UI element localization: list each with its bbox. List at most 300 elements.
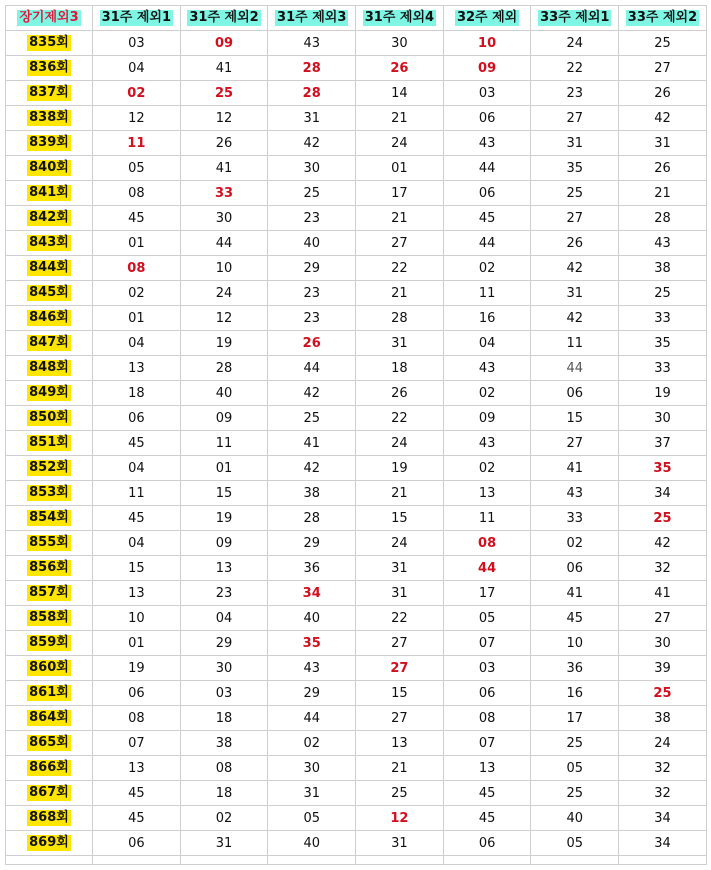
number-value: 18 (128, 385, 145, 401)
number-cell (619, 106, 707, 131)
number-cell (93, 506, 181, 531)
number-cell (268, 156, 356, 181)
number-cell (180, 131, 268, 156)
table-row (6, 481, 707, 506)
number-value: 02 (478, 385, 496, 401)
number-cell (268, 81, 356, 106)
number-value: 40 (303, 835, 320, 851)
number-value: 25 (653, 685, 672, 701)
number-cell (443, 481, 531, 506)
round-cell (6, 506, 93, 531)
number-value: 44 (215, 235, 233, 251)
number-value: 21 (391, 110, 408, 126)
number-cell (356, 181, 444, 206)
empty-cell (93, 856, 181, 865)
number-cell (619, 831, 707, 856)
number-cell (268, 556, 356, 581)
number-cell (443, 31, 531, 56)
number-cell (268, 31, 356, 56)
number-value: 06 (566, 385, 584, 401)
number-value: 18 (215, 710, 233, 726)
number-value: 17 (478, 585, 496, 601)
number-value: 04 (215, 610, 233, 626)
number-value: 26 (391, 385, 408, 401)
number-value: 03 (478, 660, 496, 676)
number-value: 22 (391, 610, 408, 626)
round-label: 867회 (29, 785, 69, 800)
number-cell (619, 56, 707, 81)
column-header-label: 33주 제외2 (627, 10, 698, 25)
number-value: 01 (128, 635, 145, 651)
number-value: 23 (303, 210, 320, 226)
number-cell (93, 656, 181, 681)
number-cell (531, 281, 619, 306)
number-value: 09 (478, 410, 496, 426)
number-value: 45 (478, 785, 496, 801)
number-cell (268, 356, 356, 381)
number-cell (443, 731, 531, 756)
number-cell (443, 206, 531, 231)
number-value: 44 (566, 360, 584, 376)
round-label: 865회 (29, 735, 69, 750)
table-row (6, 81, 707, 106)
number-value: 04 (478, 335, 496, 351)
number-value: 15 (391, 685, 408, 701)
number-cell (180, 656, 268, 681)
number-cell (356, 756, 444, 781)
number-cell (443, 381, 531, 406)
number-cell (180, 756, 268, 781)
number-value: 33 (566, 510, 584, 526)
round-label: 869회 (29, 835, 69, 850)
number-value: 30 (215, 660, 233, 676)
number-value: 11 (478, 510, 496, 526)
round-cell (6, 806, 93, 831)
number-cell (93, 781, 181, 806)
number-cell (93, 81, 181, 106)
table-body (6, 31, 707, 865)
number-value: 04 (128, 60, 145, 76)
number-cell (180, 381, 268, 406)
round-cell (6, 581, 93, 606)
number-value: 10 (478, 35, 497, 51)
round-label: 844회 (29, 260, 69, 275)
column-header (180, 6, 268, 31)
round-label: 855회 (29, 535, 69, 550)
number-cell (619, 181, 707, 206)
round-cell (6, 831, 93, 856)
number-value: 26 (215, 135, 233, 151)
number-cell (180, 731, 268, 756)
number-value: 42 (566, 310, 584, 326)
number-cell (180, 156, 268, 181)
number-cell (531, 181, 619, 206)
number-cell (356, 31, 444, 56)
number-value: 09 (215, 535, 233, 551)
number-cell (443, 606, 531, 631)
number-value: 27 (390, 660, 409, 676)
round-label: 848회 (29, 360, 69, 375)
round-cell (6, 356, 93, 381)
round-label: 841회 (29, 185, 69, 200)
table-row (6, 506, 707, 531)
number-cell (356, 81, 444, 106)
number-value: 33 (654, 310, 671, 326)
round-label: 866회 (29, 760, 69, 775)
number-value: 34 (654, 810, 671, 826)
number-value: 44 (303, 710, 320, 726)
number-value: 01 (128, 310, 145, 326)
number-value: 31 (391, 560, 408, 576)
number-cell (619, 531, 707, 556)
number-cell (531, 631, 619, 656)
table-row (6, 206, 707, 231)
number-cell (619, 206, 707, 231)
number-value: 08 (127, 260, 146, 276)
number-cell (443, 556, 531, 581)
column-header-label: 33주 제외1 (540, 10, 610, 25)
number-value: 08 (215, 760, 233, 776)
round-cell (6, 31, 93, 56)
round-cell (6, 681, 93, 706)
number-cell (93, 756, 181, 781)
number-value: 05 (128, 160, 145, 176)
number-cell (619, 556, 707, 581)
number-cell (443, 456, 531, 481)
number-cell (180, 231, 268, 256)
number-value: 07 (478, 635, 496, 651)
number-cell (443, 181, 531, 206)
number-value: 29 (303, 260, 320, 276)
number-value: 37 (654, 435, 671, 451)
number-value: 09 (478, 60, 497, 76)
number-value: 06 (478, 685, 496, 701)
number-value: 25 (303, 410, 320, 426)
number-value: 31 (391, 585, 408, 601)
number-value: 36 (566, 660, 584, 676)
number-cell (356, 581, 444, 606)
number-cell (93, 431, 181, 456)
number-cell (180, 356, 268, 381)
round-label: 861회 (29, 685, 69, 700)
number-value: 27 (391, 235, 408, 251)
number-value: 08 (478, 710, 496, 726)
number-value: 24 (391, 535, 408, 551)
number-cell (180, 206, 268, 231)
number-value: 06 (128, 410, 145, 426)
number-value: 25 (391, 785, 408, 801)
number-value: 15 (215, 485, 233, 501)
number-value: 05 (303, 810, 320, 826)
number-cell (268, 681, 356, 706)
number-cell (268, 806, 356, 831)
number-value: 21 (391, 285, 408, 301)
number-cell (268, 606, 356, 631)
table-row (6, 306, 707, 331)
number-cell (93, 381, 181, 406)
number-value: 27 (566, 435, 584, 451)
round-cell (6, 181, 93, 206)
round-cell (6, 281, 93, 306)
number-cell (531, 806, 619, 831)
number-value: 06 (128, 685, 145, 701)
number-value: 07 (128, 735, 145, 751)
column-header (93, 6, 181, 31)
number-value: 31 (566, 285, 584, 301)
number-cell (356, 106, 444, 131)
number-value: 23 (566, 85, 584, 101)
number-value: 25 (566, 785, 584, 801)
number-value: 28 (654, 210, 671, 226)
number-value: 13 (478, 760, 496, 776)
table-row (6, 556, 707, 581)
number-cell (93, 206, 181, 231)
number-cell (443, 706, 531, 731)
round-cell (6, 556, 93, 581)
number-cell (268, 381, 356, 406)
number-cell (356, 256, 444, 281)
round-label: 857회 (29, 585, 69, 600)
round-label: 849회 (29, 385, 69, 400)
number-cell (443, 231, 531, 256)
number-value: 28 (302, 85, 321, 101)
number-cell (356, 706, 444, 731)
number-value: 35 (654, 335, 671, 351)
column-header-label: 장기제외3 (19, 10, 79, 25)
number-value: 38 (303, 485, 320, 501)
column-header-label: 31주 제외3 (277, 10, 347, 25)
number-value: 17 (391, 185, 408, 201)
number-cell (619, 306, 707, 331)
table-row (6, 456, 707, 481)
round-label: 843회 (29, 235, 69, 250)
round-cell (6, 456, 93, 481)
number-value: 44 (478, 235, 496, 251)
number-value: 05 (566, 760, 584, 776)
number-cell (180, 306, 268, 331)
round-label: 845회 (29, 285, 69, 300)
number-value: 06 (478, 185, 496, 201)
round-label: 836회 (29, 60, 69, 75)
number-cell (268, 206, 356, 231)
number-cell (93, 706, 181, 731)
round-label: 864회 (29, 710, 69, 725)
table-row (6, 131, 707, 156)
table-row (6, 381, 707, 406)
number-cell (531, 431, 619, 456)
round-cell (6, 606, 93, 631)
number-cell (93, 281, 181, 306)
number-value: 27 (654, 60, 671, 76)
number-cell (443, 131, 531, 156)
column-header-label: 31주 제외2 (189, 10, 259, 25)
number-value: 04 (128, 335, 145, 351)
number-cell (531, 231, 619, 256)
number-value: 25 (654, 285, 671, 301)
number-cell (443, 506, 531, 531)
number-value: 35 (302, 635, 321, 651)
number-value: 36 (303, 560, 320, 576)
number-cell (619, 631, 707, 656)
table-row (6, 256, 707, 281)
number-value: 18 (215, 785, 233, 801)
number-value: 31 (566, 135, 584, 151)
number-cell (93, 581, 181, 606)
number-cell (180, 606, 268, 631)
number-value: 28 (303, 510, 320, 526)
number-cell (180, 831, 268, 856)
number-cell (356, 431, 444, 456)
table-row (6, 331, 707, 356)
number-cell (531, 506, 619, 531)
number-value: 30 (391, 35, 408, 51)
number-cell (619, 381, 707, 406)
number-value: 22 (391, 260, 408, 276)
number-value: 41 (303, 435, 320, 451)
number-value: 27 (391, 635, 408, 651)
table-row (6, 106, 707, 131)
number-value: 21 (391, 210, 408, 226)
number-value: 06 (128, 835, 145, 851)
number-cell (356, 631, 444, 656)
number-value: 38 (654, 260, 671, 276)
number-value: 30 (215, 210, 233, 226)
number-cell (356, 556, 444, 581)
number-cell (619, 131, 707, 156)
number-cell (93, 481, 181, 506)
number-cell (443, 656, 531, 681)
number-cell (443, 806, 531, 831)
number-value: 13 (391, 735, 408, 751)
number-value: 43 (303, 35, 320, 51)
number-cell (180, 681, 268, 706)
number-value: 21 (391, 485, 408, 501)
number-value: 31 (391, 335, 408, 351)
number-value: 45 (128, 785, 145, 801)
number-value: 44 (478, 560, 497, 576)
number-value: 40 (215, 385, 233, 401)
number-cell (268, 531, 356, 556)
column-header (268, 6, 356, 31)
number-cell (268, 306, 356, 331)
number-value: 45 (478, 210, 496, 226)
number-value: 04 (128, 535, 145, 551)
number-cell (619, 806, 707, 831)
table-row (6, 431, 707, 456)
number-cell (356, 231, 444, 256)
number-cell (93, 606, 181, 631)
number-value: 11 (566, 335, 584, 351)
number-value: 31 (303, 785, 320, 801)
number-value: 25 (566, 185, 584, 201)
exclusion-number-table (5, 5, 707, 865)
number-value: 42 (654, 110, 671, 126)
number-value: 02 (127, 85, 146, 101)
number-value: 32 (654, 760, 671, 776)
round-label: 835회 (29, 35, 69, 50)
number-value: 05 (566, 835, 584, 851)
number-value: 35 (653, 460, 672, 476)
round-cell (6, 56, 93, 81)
number-cell (268, 781, 356, 806)
number-cell (268, 231, 356, 256)
number-value: 45 (128, 510, 145, 526)
round-cell (6, 531, 93, 556)
number-cell (180, 531, 268, 556)
number-value: 10 (566, 635, 584, 651)
number-cell (356, 781, 444, 806)
number-value: 33 (654, 360, 671, 376)
table-row (6, 831, 707, 856)
number-value: 19 (215, 335, 233, 351)
number-value: 08 (128, 710, 145, 726)
number-cell (443, 781, 531, 806)
number-value: 25 (214, 85, 234, 101)
number-cell (268, 131, 356, 156)
number-cell (180, 281, 268, 306)
number-value: 43 (566, 485, 584, 501)
number-cell (93, 31, 181, 56)
round-cell (6, 81, 93, 106)
table-row (6, 806, 707, 831)
number-cell (531, 31, 619, 56)
number-value: 44 (478, 160, 496, 176)
number-cell (531, 381, 619, 406)
number-value: 03 (215, 685, 233, 701)
column-header-label: 31주 제외1 (101, 10, 172, 25)
column-header (531, 6, 619, 31)
round-label: 854회 (29, 510, 69, 525)
number-cell (180, 706, 268, 731)
round-cell (6, 656, 93, 681)
number-cell (180, 806, 268, 831)
number-cell (531, 656, 619, 681)
round-cell (6, 706, 93, 731)
number-cell (268, 56, 356, 81)
number-value: 12 (215, 110, 233, 126)
round-label: 852회 (29, 460, 69, 475)
number-value: 11 (215, 435, 233, 451)
number-value: 27 (391, 710, 408, 726)
number-cell (356, 806, 444, 831)
number-value: 15 (566, 410, 584, 426)
number-value: 31 (654, 135, 671, 151)
number-value: 42 (303, 135, 320, 151)
number-cell (356, 456, 444, 481)
round-cell (6, 731, 93, 756)
number-value: 01 (391, 160, 408, 176)
number-cell (531, 256, 619, 281)
number-value: 31 (215, 835, 233, 851)
number-cell (93, 556, 181, 581)
round-label: 839회 (29, 135, 69, 150)
table-row (6, 781, 707, 806)
number-cell (268, 656, 356, 681)
number-cell (268, 431, 356, 456)
number-value: 34 (654, 485, 671, 501)
number-cell (619, 256, 707, 281)
number-cell (180, 456, 268, 481)
table-row (6, 581, 707, 606)
number-cell (356, 606, 444, 631)
number-cell (268, 331, 356, 356)
round-cell (6, 306, 93, 331)
number-value: 02 (478, 460, 496, 476)
number-cell (180, 106, 268, 131)
number-cell (268, 456, 356, 481)
number-cell (443, 406, 531, 431)
number-value: 24 (391, 435, 408, 451)
